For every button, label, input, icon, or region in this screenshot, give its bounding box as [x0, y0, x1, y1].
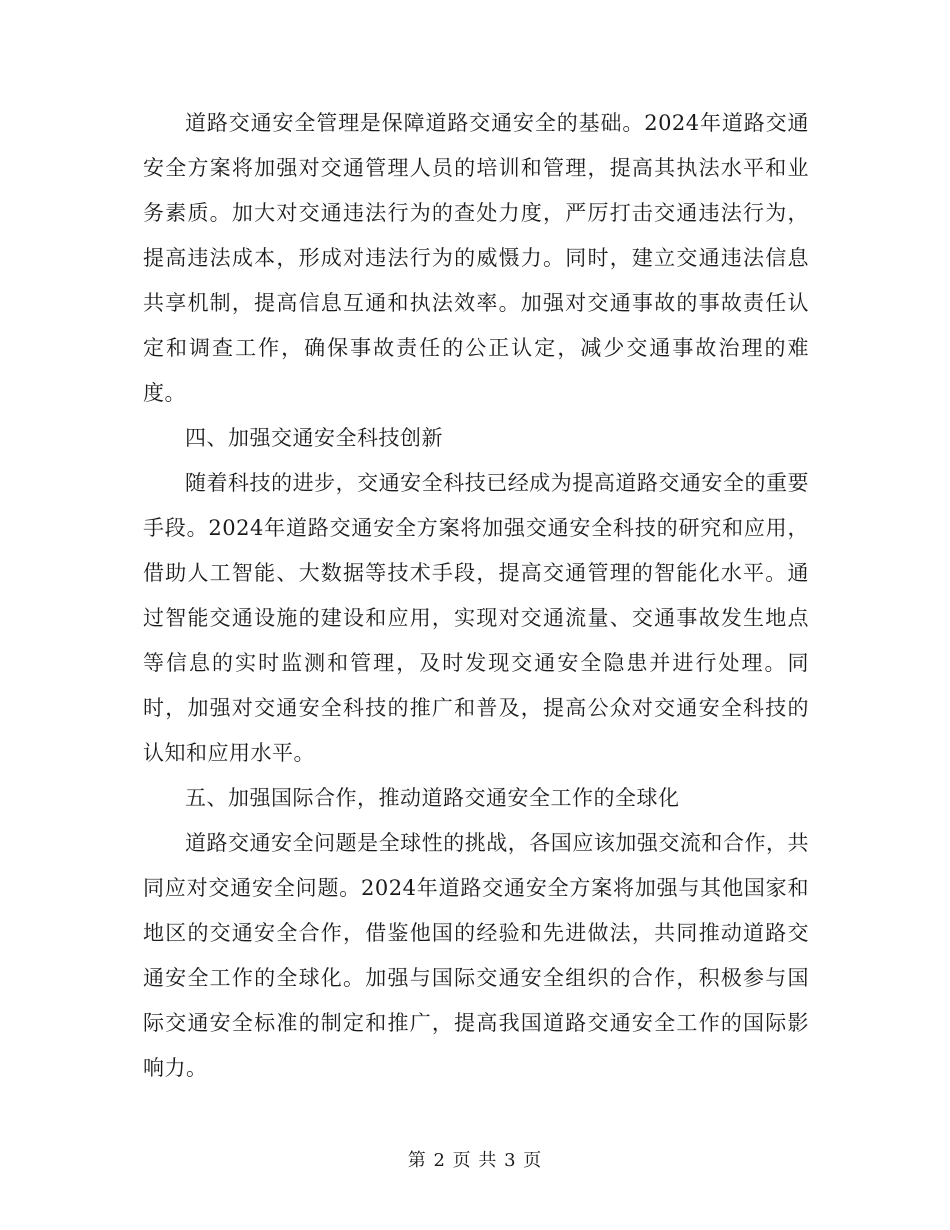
page-number-footer: 第 2 页 共 3 页 — [407, 1150, 543, 1171]
paragraph-tech-innovation: 随着科技的进步，交通安全科技已经成为提高道路交通安全的重要手段。2024年道路交通安全方案将加强交通安全科技的研究和应用，借助人工智能、大数据等技术手段，提高交通管理的智能化水平。通过智能交通设施的建设和应用，实现对交通流量、交通事故发生地点等信息的实时监测和管理，及时发现交通安全隐患并进行处理。同时，加强对交通安全科技的推广和普及，提高公众对交通安全科技的认知和应用水平。 — [143, 471, 809, 765]
section-heading-tech-innovation: 四、加强交通安全科技创新 — [185, 426, 443, 450]
document-body — [143, 101, 809, 1091]
paragraph-international-cooperation: 道路交通安全问题是全球性的挑战，各国应该加强交流和合作，共同应对交通安全问题。2024年道路交通安全方案将加强与其他国家和地区的交通安全合作，借鉴他国的经验和先进做法，共同推动道路交通安全工作的全球化。加强与国际交通安全组织的合作，积极参与国际交通安全标准的制定和推广，提高我国道路交通安全工作的国际影响力。 — [143, 831, 809, 1080]
paragraph-traffic-management: 道路交通安全管理是保障道路交通安全的基础。2024年道路交通安全方案将加强对交通管理人员的培训和管理，提高其执法水平和业务素质。加大对交通违法行为的查处力度，严厉打击交通违法行为，提高违法成本，形成对违法行为的威慑力。同时，建立交通违法信息共享机制，提高信息互通和执法效率。加强对交通事故的事故责任认定和调查工作，确保事故责任的公正认定，减少交通事故治理的难度。 — [143, 111, 809, 405]
section-heading-international-cooperation: 五、加强国际合作，推动道路交通安全工作的全球化 — [185, 786, 680, 810]
